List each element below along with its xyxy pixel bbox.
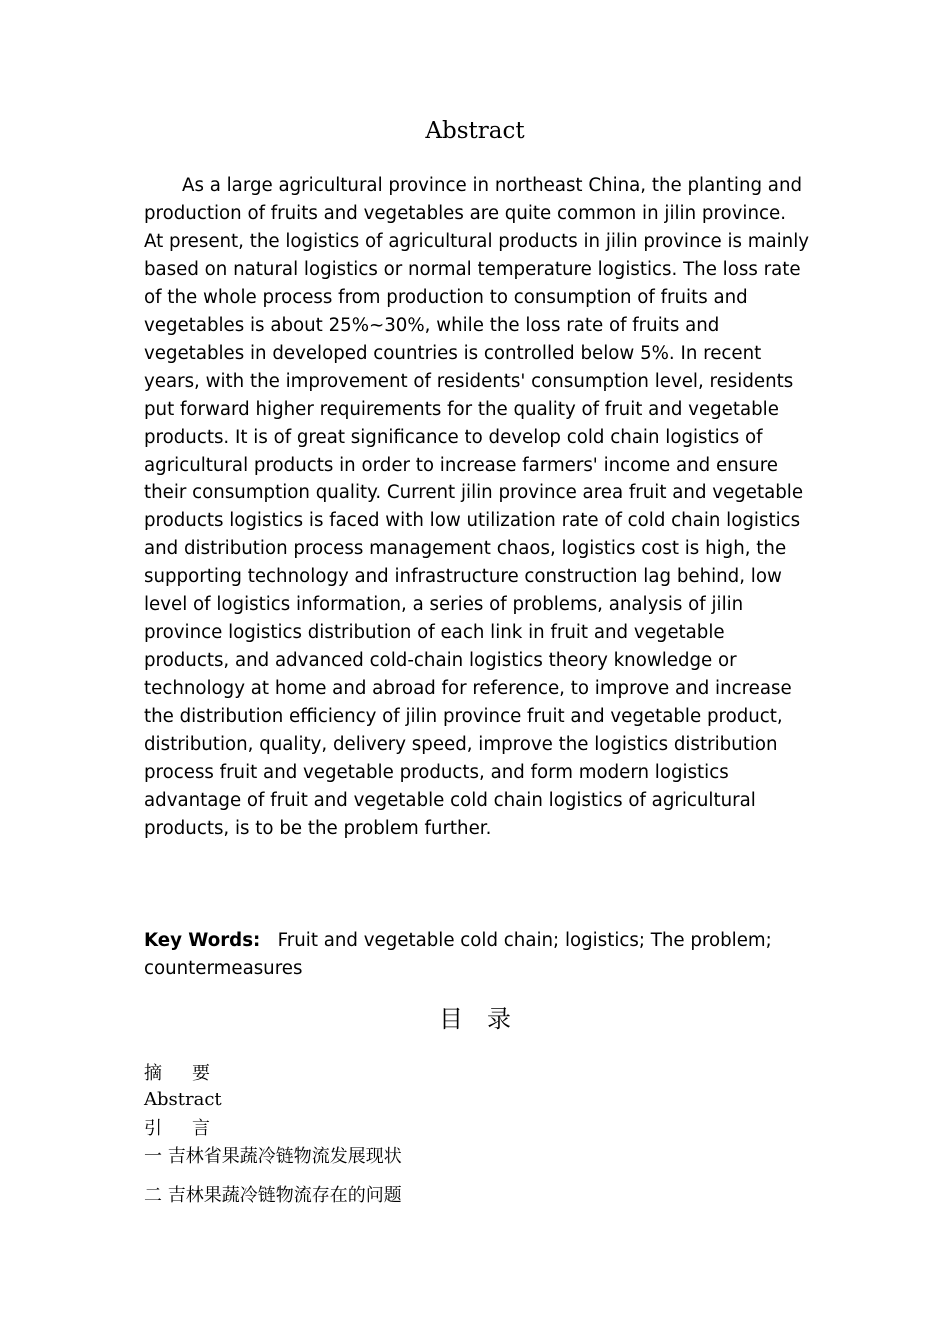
abstract-title: Abstract [425, 118, 525, 144]
keywords-line [144, 927, 810, 983]
toc-item-abstract[interactable]: Abstract [144, 1089, 222, 1110]
keywords-text: Fruit and vegetable cold chain; logistics; The problem; countermeasures [144, 930, 772, 979]
toc-item-chapter-1[interactable]: 一 吉林省果蔬冷链物流发展现状 [144, 1146, 402, 1167]
keywords-label: Key Words: [144, 930, 261, 951]
toc-item-zhaiyao[interactable]: 摘要 [144, 1063, 240, 1084]
toc-item-introduction[interactable]: 引言 [144, 1118, 240, 1139]
toc-item-chapter-2[interactable]: 二 吉林果蔬冷链物流存在的问题 [144, 1185, 402, 1206]
toc-title: 目录 [439, 1005, 535, 1033]
abstract-body: As a large agricultural province in northeast China, the planting and production of fruits and vegetables are quite common in jilin province. At present, the logistics of agricultural products in jilin province is mainly based on natural logistics or normal temperature logistics. The loss rate of the whole process from production to consumption of fruits and vegetables is about 25%~30%, while the loss rate of fruits and vegetables in developed countries is controlled below 5%. In recent years, with the improvement of residents' consumption level, residents put forward higher requirements for the quality of fruit and vegetable products. It is of great significance to develop cold chain logistics of agricultural products in order to increase farmers' income and ensure their consumption quality. Current jilin province area fruit and vegetable products logistics is faced with low utilization rate of cold chain logistics and distribution process management chaos, logistics cost is high, the supporting technology and infrastructure construction lag behind, low level of logistics information, a series of problems, analysis of jilin province logistics distribution of each link in fruit and vegetable products, and advanced cold-chain logistics theory knowledge or technology at home and abroad for reference, to improve and increase the distribution efficiency of jilin province fruit and vegetable product, distribution, quality, delivery speed, improve the logistics distribution process fruit and vegetable products, and form modern logistics advantage of fruit and vegetable cold chain logistics of agricultural products, is to be the problem further. [144, 175, 810, 839]
